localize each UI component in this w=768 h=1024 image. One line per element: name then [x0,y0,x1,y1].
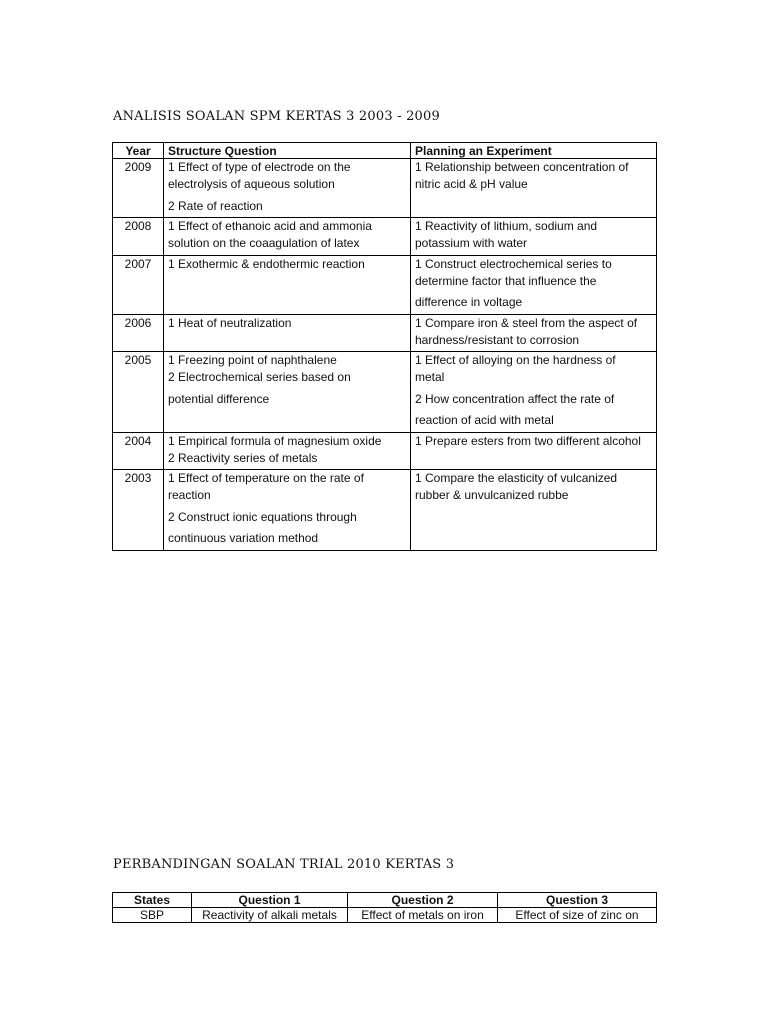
planning-experiment-cell [411,470,657,551]
structure-question-cell [164,352,411,433]
cell-line: nitric acid & pH value [415,177,528,191]
structure-question-cell [164,432,411,470]
section-1-title: ANALISIS SOALAN SPM KERTAS 3 2003 - 2009 [113,109,440,124]
year-cell: 2009 [113,159,164,218]
year-cell: 2006 [113,314,164,352]
year-cell: 2008 [113,218,164,256]
spm-analysis-table [112,142,657,551]
table-row [113,255,657,314]
planning-experiment-cell [411,314,657,352]
cell-line: 1 Reactivity of lithium, sodium and [415,219,598,233]
year-header: Year [113,143,164,159]
cell-line: reaction [168,488,211,502]
cell-line: 2 How concentration affect the rate of [415,391,615,406]
cell-line: 2 Rate of reaction [168,198,263,213]
cell-line: metal [415,370,445,384]
cell-line: potential difference [168,391,270,406]
cell-line: rubber & unvulcanized rubbe [415,488,569,502]
table-row [113,352,657,433]
structure-question-cell [164,314,411,352]
planning-experiment-cell [411,159,657,218]
cell-line: 1 Compare the elasticity of vulcanized [415,471,618,485]
structure-question-cell [164,159,411,218]
cell-line: 1 Construct electrochemical series to [415,256,612,271]
planning-experiment-header: Planning an Experiment [411,143,657,159]
year-cell: 2007 [113,255,164,314]
cell-line: electrolysis of aqueous solution [168,177,335,191]
cell-line: 1 Effect of type of electrode on the [168,160,351,174]
table-header-row [113,143,657,159]
cell-line: determine factor that influence the [415,273,597,288]
cell-line: 2 Construct ionic equations through [168,509,357,524]
cell-line: 1 Prepare esters from two different alcohol [415,433,641,448]
table-row [113,470,657,551]
states-header: States [113,893,192,908]
cell-line: 1 Heat of neutralization [168,315,292,330]
cell-line: reaction of acid with metal [415,413,554,427]
trial-comparison-table [112,892,657,923]
planning-experiment-cell [411,352,657,433]
year-cell: 2003 [113,470,164,551]
question-1-header: Question 1 [192,893,348,908]
year-cell: 2004 [113,432,164,470]
cell-line: potassium with water [415,236,528,250]
planning-experiment-cell [411,218,657,256]
cell-line: hardness/resistant to corrosion [415,332,580,347]
cell-line: continuous variation method [168,531,319,545]
planning-experiment-cell [411,432,657,470]
question-2-header: Question 2 [348,893,498,908]
table-row [113,908,657,923]
cell-line: 1 Effect of ethanoic acid and ammonia [168,219,372,233]
cell-line: 1 Relationship between concentration of [415,160,629,174]
cell-line: difference in voltage [415,295,523,309]
question-cell: Effect of size of zinc on [498,908,657,923]
table-row [113,314,657,352]
structure-question-cell [164,255,411,314]
structure-question-cell [164,470,411,551]
cell-line: 1 Empirical formula of magnesium oxide [168,433,382,448]
cell-line: 1 Freezing point of naphthalene [168,353,337,367]
planning-experiment-cell [411,255,657,314]
structure-question-cell [164,218,411,256]
cell-line: 1 Effect of temperature on the rate of [168,471,364,485]
year-cell: 2005 [113,352,164,433]
question-cell: Reactivity of alkali metals [192,908,348,923]
cell-line: 1 Effect of alloying on the hardness of [415,353,616,367]
table-row [113,159,657,218]
question-cell: Effect of metals on iron [348,908,498,923]
cell-line: 1 Compare iron & steel from the aspect of [415,315,638,330]
table-row [113,218,657,256]
state-cell: SBP [113,908,192,923]
structure-question-header: Structure Question [164,143,411,159]
cell-line: 1 Exothermic & endothermic reaction [168,256,365,271]
cell-line: 2 Reactivity series of metals [168,450,318,465]
question-3-header: Question 3 [498,893,657,908]
cell-line: 2 Electrochemical series based on [168,370,351,384]
table-header-row [113,893,657,908]
cell-line: solution on the coaagulation of latex [168,236,360,250]
section-2-title: PERBANDINGAN SOALAN TRIAL 2010 KERTAS 3 [113,857,455,872]
table-row [113,432,657,470]
